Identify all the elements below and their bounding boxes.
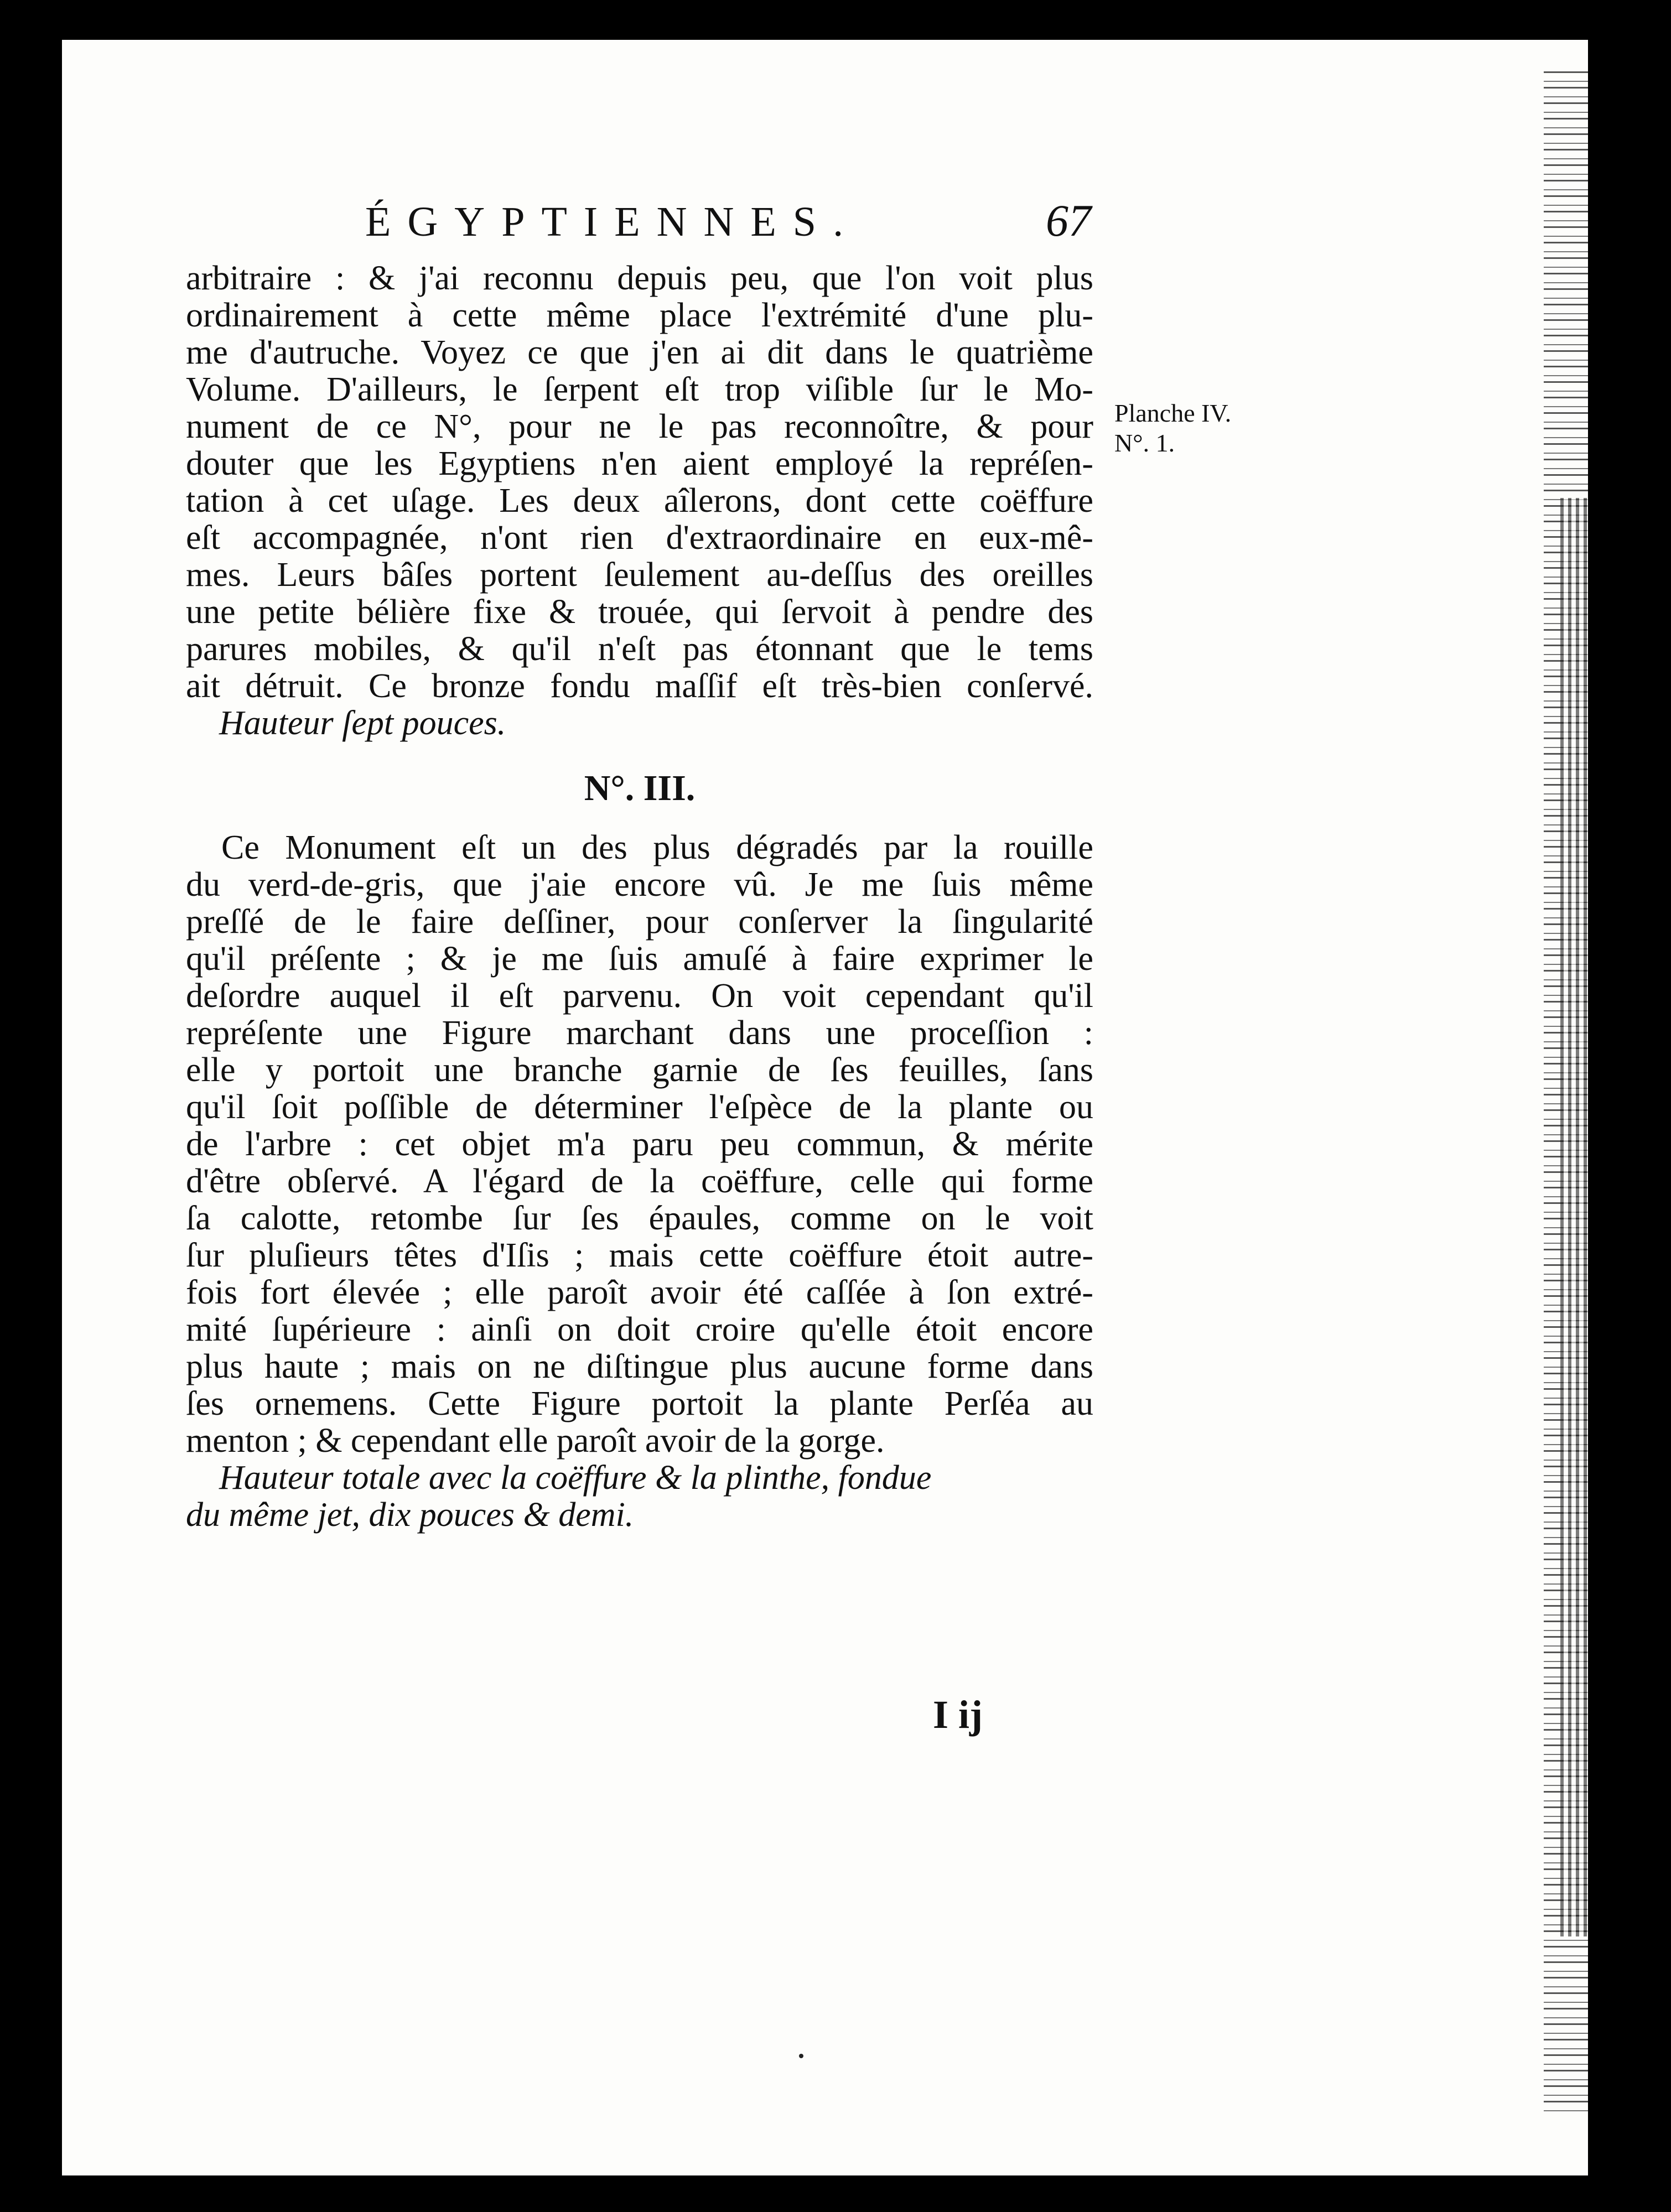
page-number: 67 — [1046, 195, 1091, 246]
paragraph-section-3 — [186, 829, 1093, 1460]
section-heading: N°. III. — [584, 768, 696, 808]
running-head: ÉGYPTIENNES. — [365, 199, 860, 245]
text-line: repréſente une Figure marchant dans une proceſſion : — [186, 1014, 1093, 1052]
scan-border — [1588, 0, 1671, 2212]
text-line: nument de ce N°, pour ne le pas reconnoître, & pour — [186, 408, 1093, 445]
text-line: ſes ornemens. Cette Figure portoit la plante Perſéa au — [186, 1385, 1093, 1422]
height-caption: du même jet, dix pouces & demi. — [186, 1496, 634, 1534]
text-line: ordinairement à cette même place l'extrémité d'une plu- — [186, 297, 1093, 334]
text-line: fois fort élevée ; elle paroît avoir été caſſée à ſon extré- — [186, 1274, 1093, 1311]
text-line: menton ; & cependant elle paroît avoir de la gorge. — [186, 1422, 885, 1460]
text-line: du verd-de-gris, que j'aie encore vû. Je me ſuis même — [186, 866, 1093, 904]
text-line: deſordre auquel il eſt parvenu. On voit cependant qu'il — [186, 977, 1093, 1015]
text-line: ſa calotte, retombe ſur ſes épaules, comme on le voit — [186, 1200, 1093, 1237]
text-line: Volume. D'ailleurs, le ſerpent eſt trop viſible ſur le Mo- — [186, 371, 1093, 408]
text-line: eſt accompagnée, n'ont rien d'extraordinaire en eux-mê- — [186, 519, 1093, 557]
text-line: plus haute ; mais on ne diſtingue plus aucune forme dans — [186, 1348, 1093, 1385]
height-caption: Hauteur ſept pouces. — [219, 704, 506, 742]
margin-note-plate: Planche IV. — [1114, 399, 1232, 427]
margin-note — [1114, 398, 1297, 458]
text-line: ait détruit. Ce bronze fondu maſſif eſt très-bien conſervé. — [186, 667, 1093, 705]
text-line: ſur pluſieurs têtes d'Iſis ; mais cette coëffure étoit autre- — [186, 1237, 1093, 1274]
text-line: parures mobiles, & qu'il n'eſt pas étonnant que le tems — [186, 630, 1093, 668]
paragraph-continued — [186, 260, 1093, 705]
text-line: douter que les Egyptiens n'en aient employé la repréſen- — [186, 445, 1093, 482]
text-line: qu'il préſente ; & je me ſuis amuſé à faire exprimer le — [186, 940, 1093, 978]
ink-speck — [799, 2054, 803, 2058]
text-line: une petite bélière fixe & trouée, qui ſervoit à pendre des — [186, 593, 1093, 631]
text-line: arbitraire : & j'ai reconnu depuis peu, que l'on voit plus — [186, 259, 1093, 297]
margin-note-number: N°. 1. — [1114, 429, 1175, 457]
text-line: de l'arbre : cet objet m'a paru peu commun, & mérite — [186, 1125, 1093, 1163]
text-line: qu'il ſoit poſſible de déterminer l'eſpèce de la plante ou — [186, 1088, 1093, 1126]
text-line: mité ſupérieure : ainſi on doit croire qu'elle étoit encore — [186, 1311, 1093, 1348]
text-line: me d'autruche. Voyez ce que j'en ai dit dans le quatrième — [186, 334, 1093, 371]
text-line: preſſé de le faire deſſiner, pour conſerver la ſingularité — [186, 903, 1093, 941]
signature-mark: I ij — [933, 1692, 983, 1737]
main-text — [186, 260, 1093, 1534]
text-line: d'être obſervé. A l'égard de la coëffure, celle qui forme — [186, 1162, 1093, 1200]
text-line: elle y portoit une branche garnie de ſes feuilles, ſans — [186, 1051, 1093, 1089]
height-caption: Hauteur totale avec la coëffure & la plinthe, fondue — [219, 1459, 932, 1497]
text-line: Ce Monument eſt un des plus dégradés par la rouille — [221, 829, 1093, 866]
text-line: mes. Leurs bâſes portent ſeulement au-deſſus des oreilles — [186, 556, 1093, 594]
text-line: tation à cet uſage. Les deux aîlerons, dont cette coëffure — [186, 482, 1093, 520]
